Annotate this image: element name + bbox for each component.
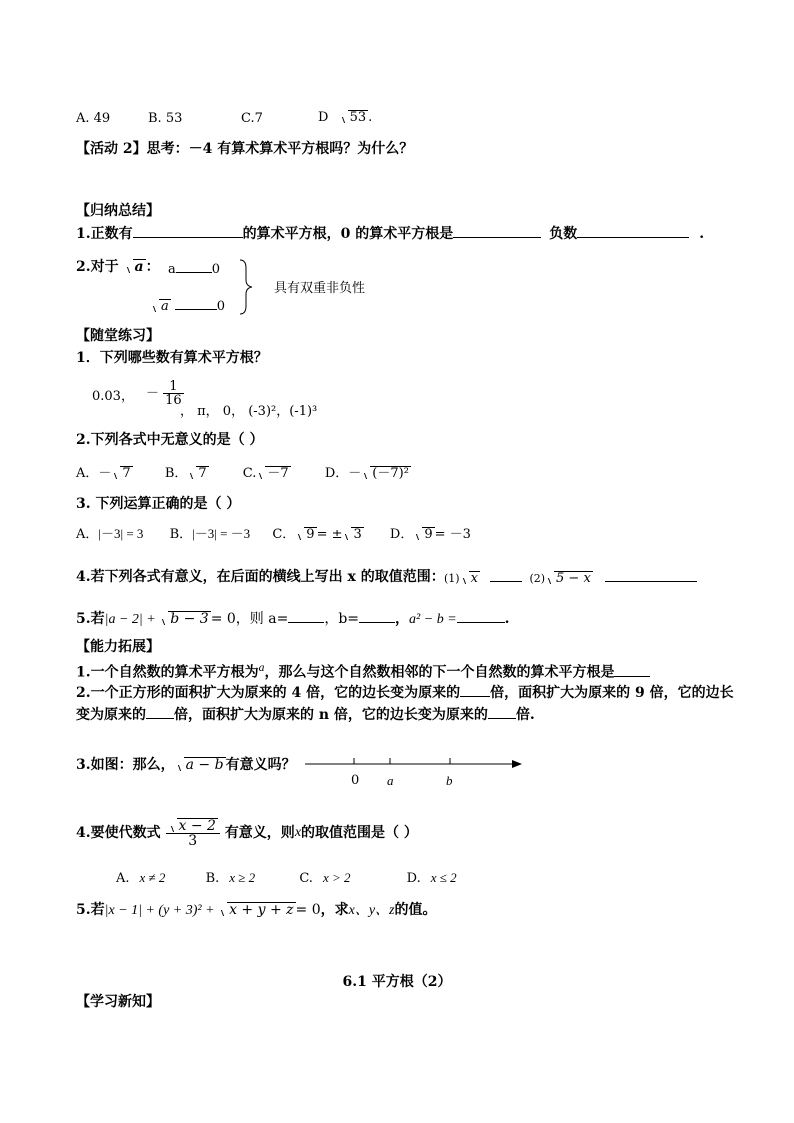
practice-q1-fraction	[146, 380, 184, 407]
q3-c-sqrt-2	[342, 527, 363, 541]
ext-q2-b: 倍，面积扩大为原来的 9 倍，它的边长	[490, 685, 734, 701]
q3-c-radicand-2: 3	[353, 527, 362, 542]
q3-d-tail: = －3	[434, 527, 471, 542]
ext-q4-sqrt	[168, 818, 218, 833]
ext-q1-text: 1.一个自然数的算术平方根为	[76, 664, 259, 681]
q5-label: 5.若	[76, 611, 105, 627]
option-a: A. 49	[76, 111, 111, 126]
q5-radicand: b − 3	[170, 611, 209, 627]
brace-text: 具有双重非负性	[274, 281, 366, 296]
ext-q5-vars: x、y、z	[348, 903, 395, 918]
ext-q4-C-expr: x > 2	[322, 870, 351, 885]
q3-c-sqrt	[295, 527, 316, 541]
q2-d-label: D．－	[324, 466, 362, 481]
q5-blank-c	[457, 610, 505, 623]
practice-q5	[76, 610, 510, 627]
brace-icon	[238, 258, 254, 316]
activity-2	[76, 142, 413, 156]
ext-q4-B-expr: x ≥ 2	[229, 870, 256, 885]
ext-q5-b: ，求	[320, 902, 349, 918]
number-line	[300, 752, 526, 792]
q2-c-radicand: －7	[267, 466, 289, 481]
fraction-sign: －	[146, 386, 160, 401]
section-title: 6.1 平方根（2）	[342, 974, 452, 990]
extension-q3	[76, 757, 296, 772]
q4-1-radicand: x	[470, 571, 478, 586]
numline-b: b	[446, 773, 453, 788]
condition-1-var: a	[168, 262, 176, 277]
ext-q4-var: x	[294, 825, 302, 840]
option-b: B. 53	[148, 111, 183, 126]
sqrt-53-radicand: 53	[349, 110, 367, 125]
ext-q2-d: 倍，面积扩大为原来的 n 倍，它的边长变为原来的	[174, 707, 488, 723]
q2-d-radicand: (－7)²	[372, 466, 409, 481]
activity-2-text: 思考：－4 有算术算术平方根吗？为什么？	[146, 141, 414, 157]
extension-q2-line2	[76, 706, 535, 722]
summary-line-2	[76, 259, 160, 274]
blank-3	[577, 225, 689, 238]
ext-q3-a: 3.如图：那么，	[76, 757, 175, 773]
q5-c: ，	[395, 611, 410, 627]
ext-q4-b: 有意义，则	[224, 825, 295, 841]
extension-q5	[76, 902, 437, 918]
summary-1-a: 1.正数有	[76, 226, 133, 242]
extension-heading: 【能力拓展】	[76, 639, 160, 655]
summary-2-colon: ：	[145, 259, 160, 275]
ext-q4-options	[116, 871, 457, 885]
ext-q5-sqrt	[218, 902, 295, 917]
numline-a: a	[387, 773, 394, 788]
blank-1	[133, 225, 243, 238]
sqrt-a	[124, 259, 146, 274]
q5-blank-b	[359, 610, 395, 623]
ext-q2-e: 倍.	[515, 707, 535, 723]
ext-q2-blank-3	[488, 706, 516, 719]
practice-q4-text: 4.若下列各式有意义，在后面的横线上写出 x 的取值范围：	[76, 569, 445, 585]
summary-1-d: .	[699, 226, 705, 242]
ext-q3-sqrt	[175, 757, 226, 772]
q2-d-sqrt	[361, 466, 411, 480]
practice-q2: 2.下列各式中无意义的是（ ）	[76, 432, 264, 448]
ext-q4-radicand: x − 2	[178, 818, 216, 834]
blank-2	[453, 225, 541, 238]
section-heading: 【学习新知】	[76, 994, 160, 1010]
option-d	[318, 110, 372, 124]
ext-q3-radicand: a − b	[185, 757, 224, 773]
ext-q4-A-expr: x ≠ 2	[139, 870, 166, 885]
ext-q5-tail: = 0	[295, 902, 321, 918]
extension-q1	[76, 662, 650, 680]
extension-q2-line1	[76, 684, 734, 700]
sqrt-53	[339, 110, 369, 124]
q4-2-sqrt	[545, 571, 593, 585]
ext-q2-a: 2.一个正方形的面积扩大为原来的 4 倍，它的边长变为原来的	[76, 685, 461, 701]
q4-1-label: (1)	[444, 572, 460, 585]
summary-2-label: 2.对于	[76, 259, 119, 275]
condition-1-zero: 0	[211, 262, 221, 277]
ext-q4-c: 的取值范围是（ ）	[301, 825, 418, 841]
q3-c-radicand: 9	[306, 527, 315, 542]
q3-d-sqrt	[413, 527, 434, 541]
condition-1	[168, 260, 220, 276]
option-c: C.7	[241, 111, 263, 126]
practice-q1-list-b: ， π， 0， (-3)²，(-1)³	[180, 404, 318, 419]
fraction-1-16	[163, 380, 184, 407]
ext-q4-D: D.	[406, 871, 421, 886]
q4-1-sqrt	[460, 571, 480, 585]
q5-c-expr: a² − b =	[409, 612, 457, 627]
summary-1-c: 负数	[549, 226, 578, 242]
q2-a-sqrt	[111, 466, 132, 480]
summary-1-b: 的算术平方根，0 的算术平方根是	[242, 226, 454, 242]
q2-b-sqrt	[187, 466, 208, 480]
practice-q1-list-a: 0.03，	[92, 389, 134, 404]
ext-q4-fraction	[166, 818, 220, 848]
q4-2-blank	[605, 569, 697, 582]
q3-a-label: A．	[76, 527, 99, 542]
ext-q5-a: 5.若	[76, 902, 105, 918]
ext-q4-B: B.	[205, 871, 220, 886]
ext-q2-blank-2	[146, 706, 174, 719]
q5-b: ，b=	[324, 611, 360, 627]
numline-zero: 0	[351, 773, 360, 788]
q4-1-blank	[490, 569, 522, 582]
summary-heading: 【归纳总结】	[76, 203, 160, 219]
practice-heading: 【随堂练习】	[76, 328, 160, 344]
fraction-num: 1	[163, 380, 184, 394]
q4-2-label: (2)	[529, 572, 546, 585]
ext-q2-blank-1	[460, 684, 490, 697]
q3-a-expr: |－3| = 3	[98, 526, 144, 541]
q5-blank-a	[288, 610, 324, 623]
practice-q2-options	[76, 466, 411, 480]
ext-q4-D-expr: x ≤ 2	[430, 870, 457, 885]
q5-expr: |a − 2| +	[104, 612, 160, 627]
option-d-period: .	[368, 110, 373, 125]
practice-q1: 1．下列哪些数有算术平方根？	[76, 350, 268, 366]
ext-q5-radicand: x + y + z	[229, 902, 294, 918]
q3-b-expr: |－3| = －3	[192, 526, 251, 541]
ext-q4-den: 3	[188, 833, 198, 849]
activity-2-tag: 【活动 2】	[76, 141, 147, 157]
option-d-label: D	[318, 110, 329, 125]
q4-2-radicand: 5 − x	[556, 571, 591, 586]
ext-q1-var: a	[258, 661, 265, 674]
q5-sqrt	[159, 611, 211, 626]
extension-q4	[76, 818, 418, 848]
condition-2-zero: 0	[216, 299, 226, 314]
q2-b-label: B．	[164, 466, 188, 481]
q2-c-sqrt	[256, 466, 290, 480]
ext-q3-b: 有意义吗？	[225, 757, 296, 773]
q2-a-label: A．－	[76, 466, 112, 481]
q2-c-label: C.	[242, 466, 257, 481]
practice-q4-answers	[444, 569, 697, 585]
condition-2-blank	[175, 297, 217, 310]
ext-q4-num	[166, 818, 220, 834]
condition-2	[150, 297, 225, 313]
q3-d-label: D．	[389, 527, 414, 542]
summary-line-1	[76, 225, 704, 241]
q2-b-radicand: 7	[198, 466, 207, 481]
practice-q4	[76, 570, 445, 584]
sqrt-a-radicand: a	[134, 259, 144, 275]
ext-q4-C: C.	[299, 871, 313, 886]
ext-q5-expr: |x − 1| + (y + 3)² +	[104, 903, 219, 918]
sqrt-a-2-radicand: a	[161, 299, 169, 314]
ext-q1-tail: ，那么与这个自然数相邻的下一个自然数的算术平方根是	[264, 664, 615, 681]
q2-a-radicand: 7	[122, 466, 131, 481]
ext-q4-A: A.	[116, 871, 130, 886]
q3-c-tail: = ±	[316, 527, 343, 542]
q3-c-label: C．	[272, 527, 296, 542]
practice-q3: 3. 下列运算正确的是（ ）	[76, 496, 241, 512]
ext-q4-a: 4.要使代数式	[76, 825, 161, 841]
q5-end: .	[504, 611, 510, 627]
practice-q3-options	[76, 527, 471, 541]
q3-d-radicand: 9	[424, 527, 433, 542]
fraction-den: 16	[165, 393, 182, 408]
ext-q1-blank	[614, 664, 650, 677]
sqrt-a-2	[150, 299, 171, 313]
condition-1-blank	[176, 260, 212, 273]
ext-q5-c: 的值。	[394, 902, 437, 918]
q3-b-label: B．	[169, 527, 193, 542]
ext-q2-c: 变为原来的	[76, 707, 146, 723]
q5-tail: = 0，则 a=	[210, 611, 289, 627]
